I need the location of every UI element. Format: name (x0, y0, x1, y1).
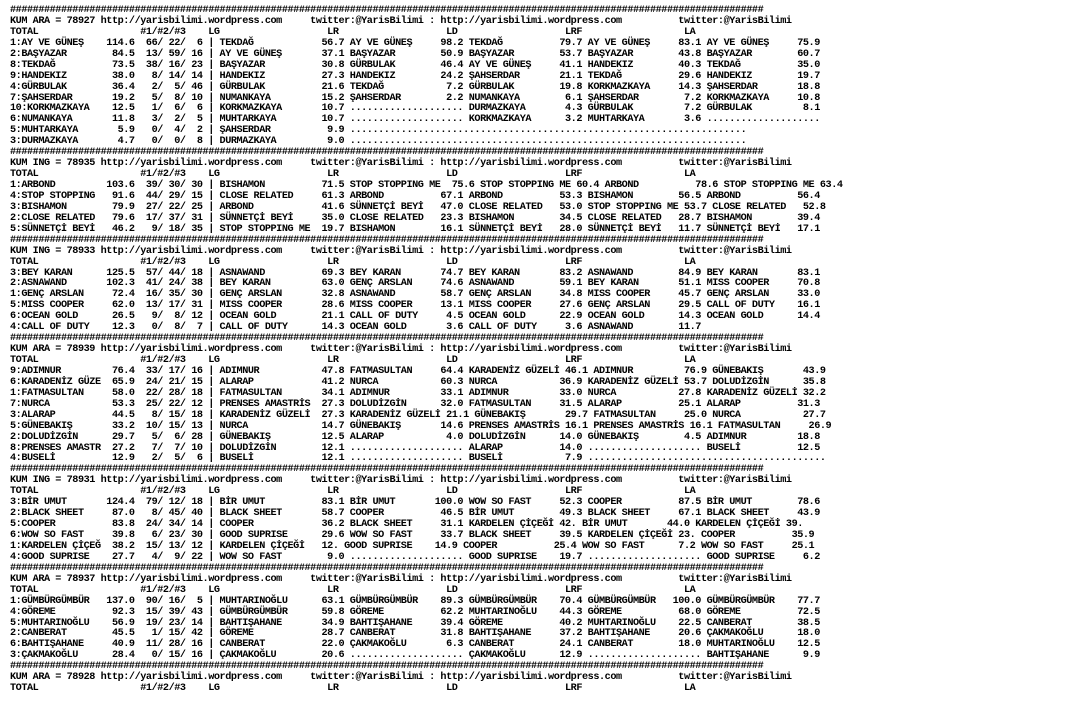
text-line: 6:WOW SO FAST 39.8 6/ 23/ 30 | GOOD SUPRISE 29.6 WOW SO FAST 33.7 BLACK SHEET 39.5 KARDELEN ÇİÇEĞİ 23. COOPER 35.9 (10, 530, 815, 541)
text-line: TOTAL #1/#2/#3 LG LR LD LRF LA (10, 256, 696, 268)
text-line: 1:FATMASULTAN 58.0 22/ 28/ 18 | FATMASULTAN 34.1 ADIMNUR 33.1 ADIMNUR 33.0 NURCA 27.8 KARADENİZ GÜZELİ 32.2 (10, 387, 826, 399)
race-results-text-listing (10, 6, 843, 695)
text-line: 6:NUMANKAYA 11.8 3/ 2/ 5 | MUHTARKAYA 10.7 .................... KORKMAZKAYA 3.2 MUHTARKAYA 3.6 .................... (10, 114, 820, 126)
text-line: TOTAL #1/#2/#3 LG LR LD LRF LA (10, 486, 696, 498)
text-line: 4:BUSELİ 12.9 2/ 5/ 6 | BUSELİ 12.1 .................... BUSELİ 7.9 .......................................... (10, 453, 826, 465)
text-line: 2:BAŞYAZAR 84.5 13/ 59/ 16 | AY VE GÜNEŞ 37.1 BAŞYAZAR 50.9 BAŞYAZAR 53.7 BAŞYAZAR 43.8 BAŞYAZAR 60.7 (10, 48, 820, 60)
text-line: ##################################################################################################################################### (10, 147, 764, 159)
text-line: 3:BISHAMON 79.9 27/ 22/ 25 | ARBOND 41.6 SÜNNETÇİ BEYİ 47.0 CLOSE RELATED 53.0 STOP STOPPING ME 53.7 CLOSE RELATED 52.8 (10, 201, 826, 213)
text-line: 4:GÜRBULAK 36.4 2/ 5/ 46 | GÜRBULAK 21.6 TEKDAĞ 7.2 GÜRBULAK 19.8 KORKMAZKAYA 14.3 ŞAHSERDAR 18.8 (10, 81, 820, 93)
text-line: 6:OCEAN GOLD 26.5 9/ 8/ 12 | OCEAN GOLD 21.1 CALL OF DUTY 4.5 OCEAN GOLD 22.9 OCEAN GOLD 14.3 OCEAN GOLD 14.4 (10, 311, 820, 323)
text-line: ##################################################################################################################################### (10, 661, 764, 673)
text-line: 9:ADIMNUR 76.4 33/ 17/ 16 | ADIMNUR 47.8 FATMASULTAN 64.4 KARADENİZ GÜZELİ 46.1 ADIMNUR 76.9 GÜNEBAKIŞ 43.9 (10, 365, 826, 377)
text-line: ##################################################################################################################################### (10, 464, 764, 476)
text-line: 1:ARBOND 103.6 39/ 30/ 30 | BISHAMON 71.5 STOP STOPPING ME 75.6 STOP STOPPING ME 60.4 ARBOND 78.6 STOP STOPPING ME 63.4 (10, 180, 843, 191)
text-line: 5:MISS COOPER 62.0 13/ 17/ 31 | MISS COOPER 28.6 MISS COOPER 13.1 MISS COOPER 27.6 GENÇ ARSLAN 29.5 CALL OF DUTY 16.1 (10, 300, 820, 312)
text-line: 8:TEKDAĞ 73.5 38/ 16/ 23 | BAŞYAZAR 30.8 GÜRBULAK 46.4 AY VE GÜNEŞ 41.1 HANDEKIZ 40.3 TEKDAĞ 35.0 (10, 59, 820, 71)
text-line: 5:SÜNNETÇİ BEYİ 46.2 9/ 18/ 35 | STOP STOPPING ME 19.7 BISHAMON 16.1 SÜNNETÇİ BEYİ 28.0 SÜNNETÇİ BEYİ 11.7 SÜNNETÇİ BEYİ 17.1 (10, 223, 820, 235)
text-line: 5:COOPER 83.8 24/ 34/ 14 | COOPER 36.2 BLACK SHEET 31.1 KARDELEN ÇİÇEĞİ 42. BİR UMUT 44.0 KARDELEN ÇİÇEĞİ 39. (10, 519, 803, 531)
text-line: 4:GOOD SUPRISE 27.7 4/ 9/ 22 | WOW SO FAST 9.0 .................... GOOD SUPRISE 19.7 .................... GOOD SUPRISE 6.2 (10, 551, 820, 563)
text-line: 1:GÜMBÜRGÜMBÜR 137.0 90/ 16/ 5 | MUHTARINOĞLU 63.1 GÜMBÜRGÜMBÜR 89.3 GÜMBÜRGÜMBÜR 70.4 GÜMBÜRGÜMBÜR 100.0 GÜMBÜRGÜMBÜR 77.7 (10, 595, 820, 607)
text-line: ##################################################################################################################################### (10, 5, 764, 16)
text-line: KUM ING = 78931 http://yarisbilimi.wordpress.com twitter:@YarisBilimi : http://yarisbilimi.wordpress.com twitter:@YarisBilimi (10, 475, 792, 487)
text-line: 1:AY VE GÜNEŞ 114.6 66/ 22/ 6 | TEKDAĞ 56.7 AY VE GÜNEŞ 98.2 TEKDAĞ 79.7 AY VE GÜNEŞ 83.1 AY VE GÜNEŞ 75.9 (10, 37, 820, 49)
text-line: 3:ALARAP 44.5 8/ 15/ 18 | KARADENİZ GÜZELİ 27.3 KARADENİZ GÜZELİ 21.1 GÜNEBAKIŞ 29.7 FATMASULTAN 25.0 NURCA 27.7 (10, 409, 826, 421)
text-line: ##################################################################################################################################### (10, 234, 764, 246)
text-line: 5:GÜNEBAKIŞ 33.2 10/ 15/ 13 | NURCA 14.7 GÜNEBAKIŞ 14.6 PRENSES AMASTRİS 16.1 PRENSES AMASTRİS 16.1 FATMASULTAN 26.9 (10, 420, 832, 432)
text-line: 7:NURCA 53.3 25/ 22/ 12 | PRENSES AMASTRİS 27.3 DOLUDİZGİN 32.0 FATMASULTAN 31.5 ALARAP 25.1 ALARAP 31.3 (10, 398, 820, 410)
text-line: TOTAL #1/#2/#3 LG LR LD LRF LA (10, 355, 696, 366)
text-line: 4:STOP STOPPING 91.6 44/ 29/ 15 | CLOSE RELATED 61.3 ARBOND 67.1 ARBOND 53.3 BISHAMON 56.5 ARBOND 56.4 (10, 190, 820, 202)
text-line: KUM ARA = 78937 http://yarisbilimi.wordpress.com twitter:@YarisBilimi : http://yarisbilimi.wordpress.com twitter:@YarisBilimi (10, 573, 792, 585)
text-line: TOTAL #1/#2/#3 LG LR LD LRF LA (10, 683, 696, 695)
text-line: 5:MUHTARKAYA 5.9 0/ 4/ 2 | ŞAHSERDAR 9.9 ...................................................................... (10, 125, 747, 137)
text-line: 5:MUHTARINOĞLU 56.9 19/ 23/ 14 | BAHTIŞAHANE 34.9 BAHTIŞAHANE 39.4 GÖREME 40.2 MUHTARINOĞLU 22.5 CANBERAT 38.5 (10, 617, 820, 629)
text-line: 3:BİR UMUT 124.4 79/ 12/ 18 | BİR UMUT 83.1 BİR UMUT 100.0 WOW SO FAST 52.3 COOPER 87.5 BİR UMUT 78.6 (10, 497, 820, 509)
text-line: 3:BEY KARAN 125.5 57/ 44/ 18 | ASNAWAND 69.3 BEY KARAN 74.7 BEY KARAN 83.2 ASNAWAND 84.9 BEY KARAN 83.1 (10, 267, 820, 279)
text-line: KUM ARA = 78939 http://yarisbilimi.wordpress.com twitter:@YarisBilimi : http://yarisbilimi.wordpress.com twitter:@YarisBilimi (10, 344, 792, 356)
text-line: TOTAL #1/#2/#3 LG LR LD LRF LA (10, 584, 696, 596)
text-line: 8:PRENSES AMASTR 27.2 7/ 7/ 10 | DOLUDİZGİN 12.1 .................... ALARAP 14.0 .................... BUSELİ 12.5 (10, 442, 820, 454)
text-line: 6:BAHTIŞAHANE 40.9 11/ 28/ 16 | CANBERAT 22.0 ÇAKMAKOĞLU 6.3 CANBERAT 24.1 CANBERAT 18.0 MUHTARINOĞLU 12.5 (10, 639, 820, 651)
text-line: 1:GENÇ ARSLAN 72.4 16/ 35/ 30 | GENÇ ARSLAN 32.8 ASNAWAND 58.7 GENÇ ARSLAN 34.8 MISS COOPER 45.7 GENÇ ARSLAN 33.0 (10, 289, 820, 301)
text-line: TOTAL #1/#2/#3 LG LR LD LRF LA (10, 169, 696, 181)
text-line: 2:BLACK SHEET 87.0 8/ 45/ 40 | BLACK SHEET 58.7 COOPER 46.5 BİR UMUT 49.3 BLACK SHEET 67.1 BLACK SHEET 43.9 (10, 508, 820, 520)
text-line: 7:ŞAHSERDAR 19.2 5/ 8/ 10 | NUMANKAYA 15.2 ŞAHSERDAR 2.2 NUMANKAYA 6.1 ŞAHSERDAR 7.2 KORKMAZKAYA 10.8 (10, 92, 820, 104)
text-line: 6:KARADENİZ GÜZE 65.9 24/ 21/ 15 | ALARAP 41.2 NURCA 60.3 NURCA 36.9 KARADENİZ GÜZELİ 53.7 DOLUDİZGİN 35.8 (10, 376, 826, 388)
text-line: 9:HANDEKIZ 38.0 8/ 14/ 14 | HANDEKIZ 27.3 HANDEKIZ 24.2 ŞAHSERDAR 21.1 TEKDAĞ 29.6 HANDEKIZ 19.7 (10, 70, 820, 82)
text-line: 4:GÖREME 92.3 15/ 39/ 43 | GÜMBÜRGÜMBÜR 59.8 GÖREME 62.2 MUHTARINOĞLU 44.3 GÖREME 68.0 GÖREME 72.5 (10, 606, 820, 618)
text-line: KUM ING = 78935 http://yarisbilimi.wordpress.com twitter:@YarisBilimi : http://yarisbilimi.wordpress.com twitter:@YarisBilimi (10, 158, 792, 170)
text-line: 2:ASNAWAND 102.3 41/ 24/ 38 | BEY KARAN 63.0 GENÇ ARSLAN 74.6 ASNAWAND 59.1 BEY KARAN 51.1 MISS COOPER 70.8 (10, 278, 820, 290)
text-line: 2:DOLUDİZGİN 29.7 5/ 6/ 28 | GÜNEBAKIŞ 12.5 ALARAP 4.0 DOLUDİZGİN 14.0 GÜNEBAKIŞ 4.5 ADIMNUR 18.8 (10, 431, 820, 443)
text-line: KUM ARA = 78927 http://yarisbilimi.wordpress.com twitter:@YarisBilimi : http://yarisbilimi.wordpress.com twitter:@YarisBilimi (10, 15, 792, 27)
text-line: KUM ING = 78933 http://yarisbilimi.wordpress.com twitter:@YarisBilimi : http://yarisbilimi.wordpress.com twitter:@YarisBilimi (10, 245, 792, 257)
text-line: 10:KORKMAZKAYA 12.5 1/ 6/ 6 | KORKMAZKAYA 10.7 .................... DURMAZKAYA 4.3 GÜRBULAK 7.2 GÜRBULAK 8.1 (10, 103, 820, 115)
text-line: KUM ARA = 78928 http://yarisbilimi.wordpress.com twitter:@YarisBilimi : http://yarisbilimi.wordpress.com twitter:@YarisBilimi (10, 672, 792, 684)
text-line: 1:KARDELEN ÇİÇEĞ 38.2 15/ 13/ 12 | KARDELEN ÇİÇEĞİ 12. GOOD SUPRISE 14.9 COOPER 25.4 WOW SO FAST 7.2 WOW SO FAST 25.1 (10, 540, 815, 552)
text-line: 3:DURMAZKAYA 4.7 0/ 0/ 8 | DURMAZKAYA 9.0 ...................................................................... (10, 136, 747, 148)
text-line: 3:ÇAKMAKOĞLU 28.4 0/ 15/ 16 | ÇAKMAKOĞLU 20.6 .................... ÇAKMAKOĞLU 12.9 .................... BAHTIŞAHANE 9.9 (10, 650, 820, 662)
text-line: TOTAL #1/#2/#3 LG LR LD LRF LA (10, 26, 696, 38)
text-line: 4:CALL OF DUTY 12.3 0/ 8/ 7 | CALL OF DUTY 14.3 OCEAN GOLD 3.6 CALL OF DUTY 3.6 ASNAWAND 11.7 (10, 322, 701, 334)
text-line: 2:CANBERAT 45.5 1/ 15/ 42 | GÖREME 28.7 CANBERAT 31.8 BAHTIŞAHANE 37.2 BAHTIŞAHANE 20.6 ÇAKMAKOĞLU 18.0 (10, 628, 820, 640)
text-line: ##################################################################################################################################### (10, 562, 764, 574)
text-line: ##################################################################################################################################### (10, 333, 764, 345)
text-line: 2:CLOSE RELATED 79.6 17/ 37/ 31 | SÜNNETÇİ BEYİ 35.0 CLOSE RELATED 23.3 BISHAMON 34.5 CLOSE RELATED 28.7 BISHAMON 39.4 (10, 212, 820, 224)
